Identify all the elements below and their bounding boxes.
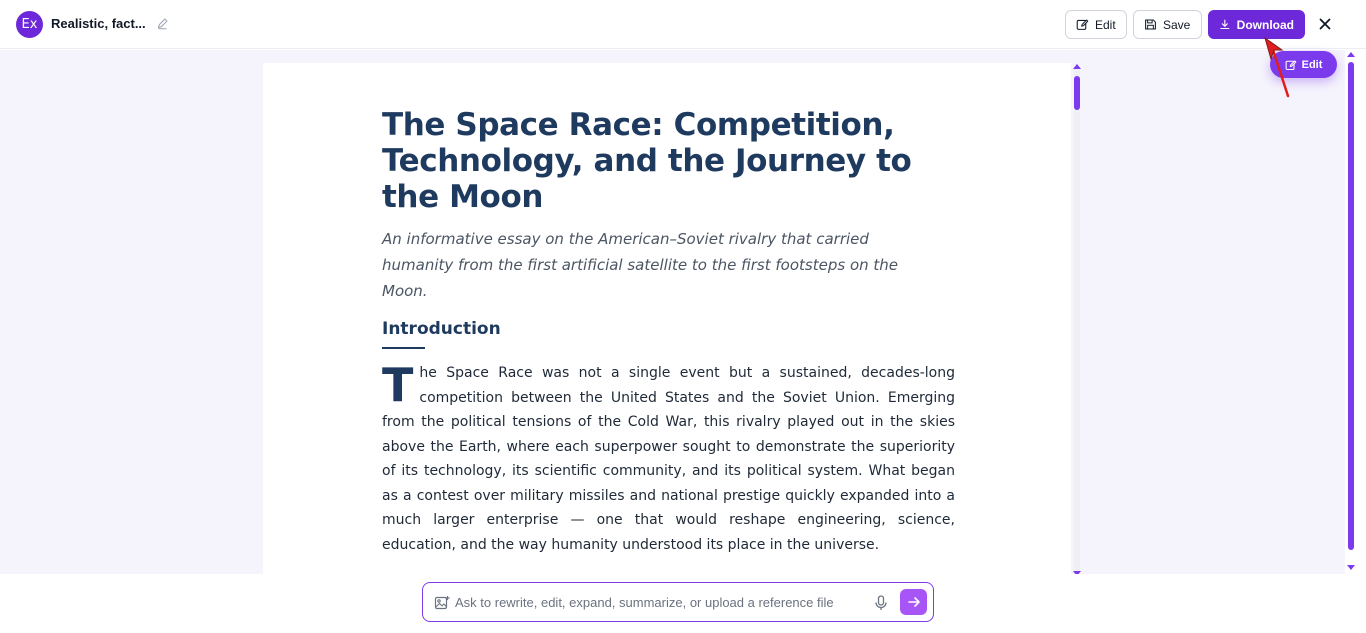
window-scroll-up-arrow-icon[interactable] [1347,52,1355,57]
top-bar [0,0,1366,49]
save-button[interactable] [1133,10,1202,39]
image-upload-icon[interactable] [434,595,450,611]
prompt-bar[interactable] [422,582,934,622]
save-button-label: Save [1163,17,1191,32]
edit-icon [1076,18,1089,31]
edit-button[interactable] [1065,10,1127,39]
essay-title: The Space Race: Competition, Technology, and the Journey to the Moon [382,107,912,215]
app-avatar: Ex [16,11,43,38]
editor-workspace [0,50,1345,574]
section-body [382,358,955,557]
send-button[interactable] [900,589,927,615]
prompt-input[interactable] [455,592,865,612]
prompt-area [0,574,1366,633]
document-scrollbar[interactable] [1073,66,1081,574]
floating-edit-label: Edit [1301,58,1323,71]
close-button[interactable] [1316,15,1334,33]
scrollbar-thumb[interactable] [1074,76,1080,110]
window-scroll-down-arrow-icon[interactable] [1347,565,1355,570]
annotation-arrow-icon [1258,30,1298,100]
microphone-icon[interactable] [874,595,888,611]
window-scrollbar-thumb[interactable] [1348,62,1354,550]
pencil-icon[interactable] [156,17,169,30]
paragraph: he Space Race was not a single event but a sustained, decades-long competition between the United States and the Soviet Union. Emerging from the political tensions of the Cold War, this rivalry played out in the skies above the Earth, where each superpower sought to demonstrate the superiority of its technology, its scientific community, and its political system. What began as a contest over military missiles and national prestige quickly expanded into a much larger enterprise — one that would reshape engineering, science, education, and the way humanity understood its place in the universe. [382,365,955,553]
arrow-right-icon [907,595,921,609]
essay-subtitle: An informative essay on the American–Soviet rivalry that carried humanity from the first artificial satellite to the first footsteps on the Moon. [382,230,899,300]
window-scrollbar[interactable] [1347,52,1357,570]
edit-button-label: Edit [1095,17,1116,32]
download-icon [1219,18,1231,31]
scrollbar-track [1074,66,1080,574]
drop-cap: T [382,358,414,412]
heading-underline [382,347,425,349]
document-title[interactable]: Realistic, fact... [51,16,146,31]
close-icon [1319,18,1331,30]
scroll-up-arrow-icon[interactable] [1073,64,1081,69]
section-heading: Introduction [382,319,501,339]
save-icon [1144,18,1157,31]
document-page[interactable] [263,63,1071,574]
download-button-label: Download [1236,17,1294,32]
